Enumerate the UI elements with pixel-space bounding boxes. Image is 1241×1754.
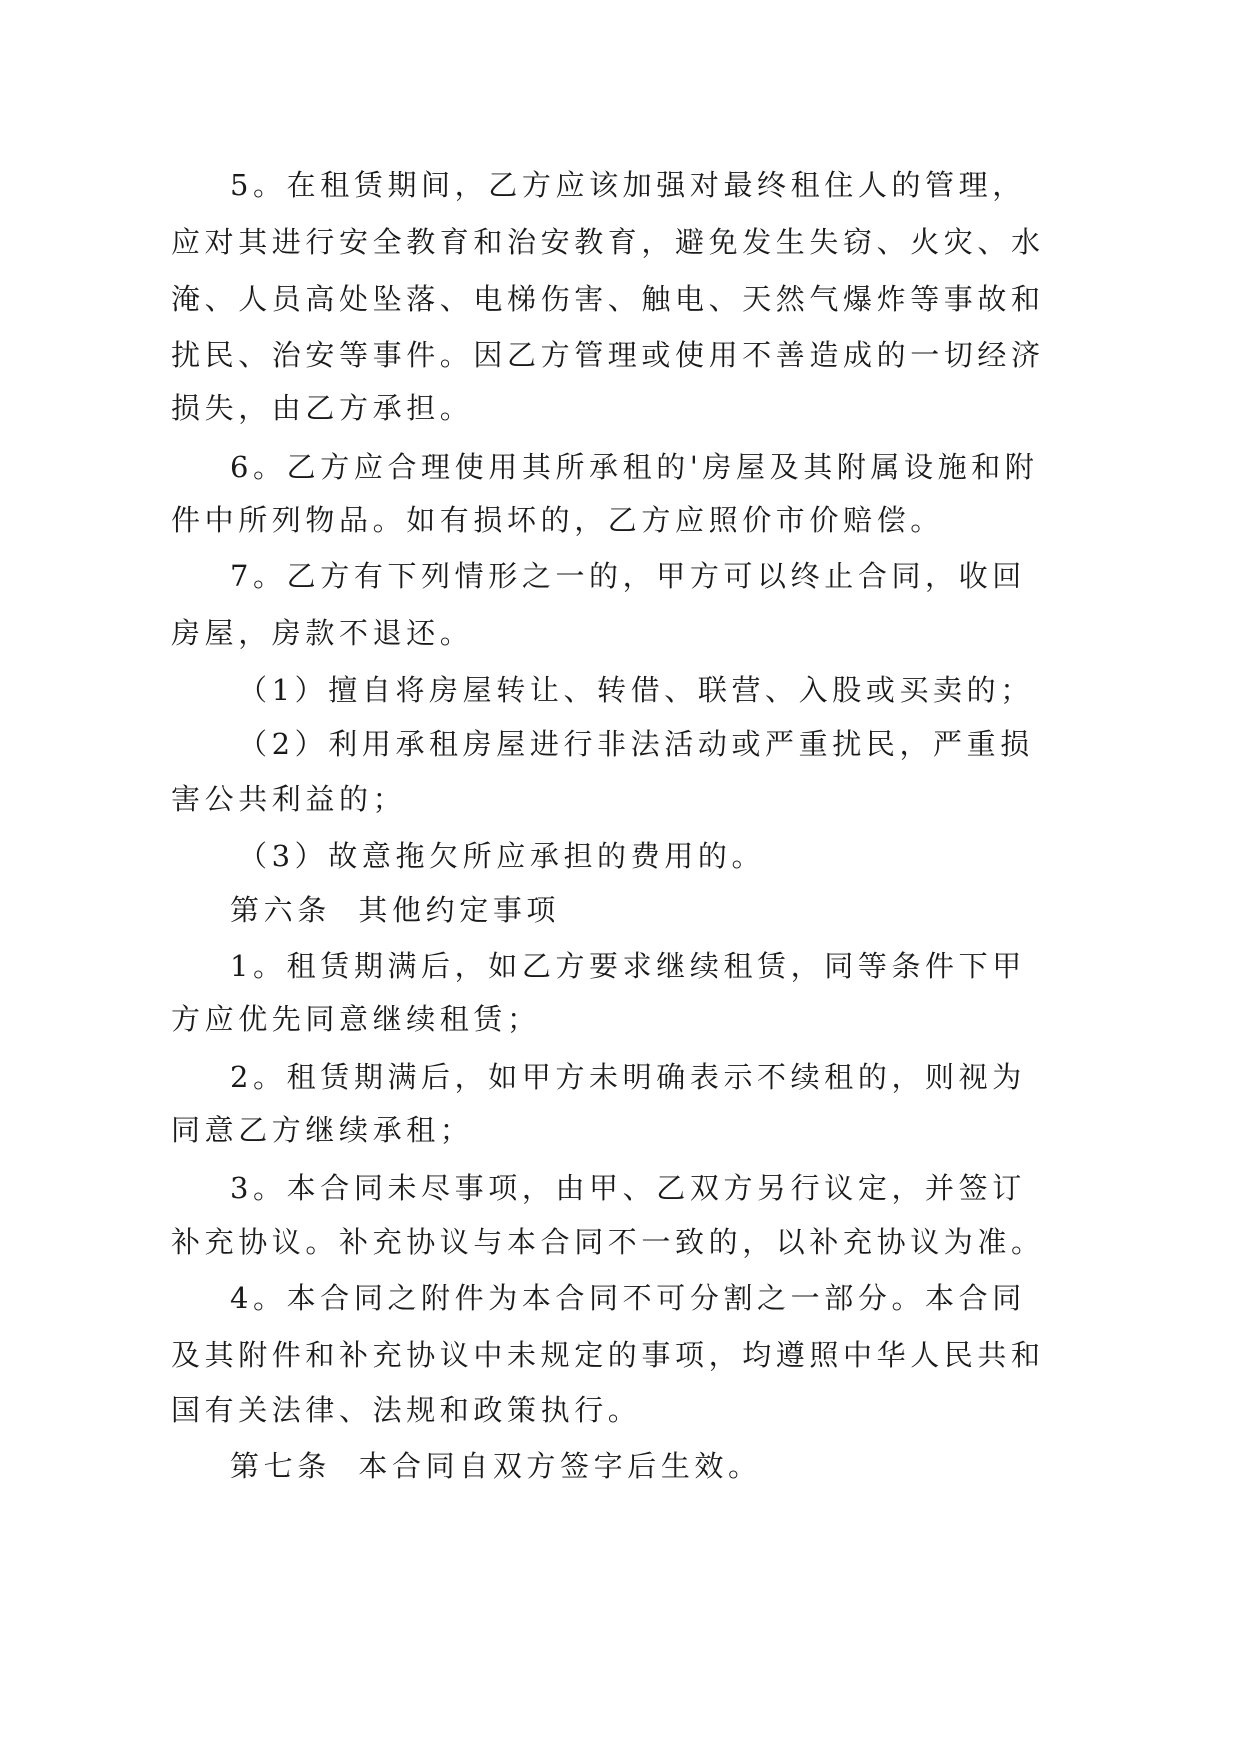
section-heading: 第七条 本合同自双方签字后生效。 bbox=[230, 1449, 762, 1483]
text-line: 扰民、治安等事件。因乙方管理或使用不善造成的一切经济 bbox=[171, 338, 1045, 372]
text-line: 应对其进行安全教育和治安教育，避免发生失窃、火灾、水 bbox=[171, 225, 1045, 259]
text-line: 国有关法律、法规和政策执行。 bbox=[171, 1393, 642, 1427]
text-line: （3）故意拖欠所应承担的费用的。 bbox=[238, 839, 766, 873]
section-heading: 第六条 其他约定事项 bbox=[230, 893, 561, 927]
text-line: 补充协议。补充协议与本合同不一致的，以补充协议为准。 bbox=[171, 1225, 1045, 1259]
text-line: 同意乙方继续承租； bbox=[171, 1113, 474, 1147]
text-line: 及其附件和补充协议中未规定的事项，均遵照中华人民共和 bbox=[171, 1338, 1045, 1372]
text-line: 害公共利益的； bbox=[171, 782, 407, 816]
text-line: 2。租赁期满后，如甲方未明确表示不续租的，则视为 bbox=[230, 1060, 1026, 1094]
text-line: 6。乙方应合理使用其所承租的'房屋及其附属设施和附 bbox=[230, 450, 1039, 484]
text-line: 7。乙方有下列情形之一的，甲方可以终止合同，收回 bbox=[230, 559, 1026, 593]
text-line: （1）擅自将房屋转让、转借、联营、入股或买卖的； bbox=[238, 673, 1034, 707]
text-line: 5。在租赁期间，乙方应该加强对最终租住人的管理， bbox=[230, 168, 1026, 202]
text-line: 房屋，房款不退还。 bbox=[171, 616, 474, 650]
text-line: 件中所列物品。如有损坏的，乙方应照价市价赔偿。 bbox=[171, 503, 944, 537]
text-line: 方应优先同意继续租赁； bbox=[171, 1002, 541, 1036]
text-line: 淹、人员高处坠落、电梯伤害、触电、天然气爆炸等事故和 bbox=[171, 282, 1045, 316]
text-line: 1。租赁期满后，如乙方要求继续租赁，同等条件下甲 bbox=[230, 949, 1026, 983]
text-line: （2）利用承租房屋进行非法活动或严重扰民，严重损 bbox=[238, 727, 1034, 761]
text-line: 4。本合同之附件为本合同不可分割之一部分。本合同 bbox=[230, 1281, 1026, 1315]
text-line: 损失，由乙方承担。 bbox=[171, 391, 474, 425]
text-line: 3。本合同未尽事项，由甲、乙双方另行议定，并签订 bbox=[230, 1171, 1026, 1205]
